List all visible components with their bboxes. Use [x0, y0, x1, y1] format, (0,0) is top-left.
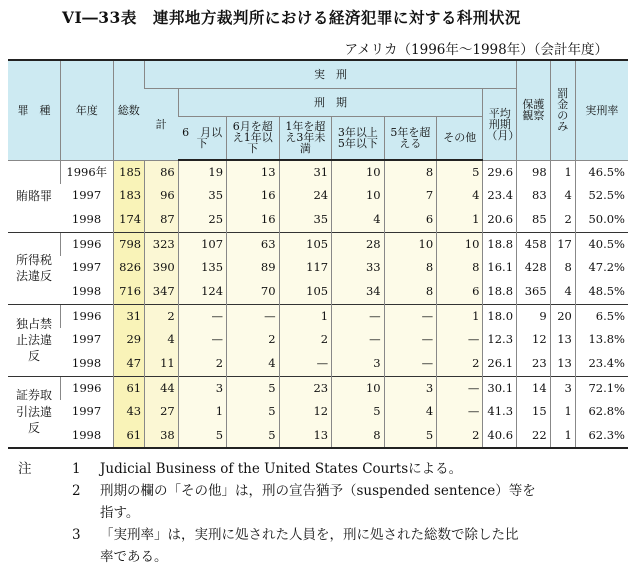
table-row: [8, 232, 628, 256]
k4-cell: 33: [332, 256, 385, 280]
k3-cell: 24: [279, 184, 332, 208]
hogo-cell: 365: [517, 280, 551, 304]
k1-cell: 25: [178, 208, 226, 232]
kei-cell: 323: [145, 232, 179, 256]
table-row: [8, 256, 628, 280]
hogo-cell: 458: [517, 232, 551, 256]
k2-cell: —: [227, 304, 280, 328]
k3-cell: 117: [279, 256, 332, 280]
hogo-cell: 15: [517, 400, 551, 424]
k1-cell: 135: [178, 256, 226, 280]
rate-cell: 52.5%: [575, 184, 628, 208]
total-cell: 43: [113, 400, 145, 424]
year-cell: 1996: [61, 232, 114, 256]
avg-cell: 18.0: [483, 304, 517, 328]
k5-cell: 8: [384, 256, 437, 280]
rate-cell: 72.1%: [575, 376, 628, 400]
k1-cell: 124: [178, 280, 226, 304]
total-cell: 826: [113, 256, 145, 280]
year-cell: 1998: [71, 284, 102, 298]
k6-cell: —: [437, 400, 483, 424]
header-jikkei: 実 刑: [145, 60, 517, 88]
table-row: [8, 400, 628, 424]
k4-cell: 10: [332, 376, 385, 400]
crime-cell: 独占禁止法違反: [8, 304, 61, 376]
bakkin-cell: 20: [550, 304, 575, 328]
table-row: [8, 376, 628, 400]
k6-cell: 4: [437, 184, 483, 208]
rate-cell: 62.8%: [575, 400, 628, 424]
hogo-cell: 428: [517, 256, 551, 280]
k6-cell: 10: [437, 232, 483, 256]
k3-cell: 31: [279, 160, 332, 184]
avg-cell: 23.4: [483, 184, 517, 208]
k1-cell: 5: [178, 424, 226, 448]
year-cell: 1996年: [61, 160, 114, 184]
k4-cell: 3: [332, 352, 385, 376]
k4-cell: —: [332, 328, 385, 352]
k5-cell: 8: [384, 280, 437, 304]
k5-cell: 10: [384, 232, 437, 256]
header-year: 年度: [61, 60, 114, 160]
sentencing-table: [8, 59, 628, 449]
k6-cell: 8: [437, 256, 483, 280]
k6-cell: 1: [437, 304, 483, 328]
k5-cell: —: [384, 328, 437, 352]
avg-cell: 18.8: [483, 280, 517, 304]
avg-cell: 41.3: [483, 400, 517, 424]
k2-cell: 89: [227, 256, 280, 280]
note-text: 指す。: [100, 505, 140, 521]
note-text: 「実刑率」は，実刑に処された人員を，刑に処された総数で除した比: [100, 527, 519, 543]
note-number: 1: [72, 461, 81, 477]
avg-cell: 26.1: [483, 352, 517, 376]
note-number: 2: [72, 483, 81, 499]
table-row: [8, 208, 628, 232]
k1-cell: 107: [178, 232, 226, 256]
k4-cell: 28: [332, 232, 385, 256]
avg-cell: 18.8: [483, 232, 517, 256]
k2-cell: 63: [227, 232, 280, 256]
total-cell: 61: [113, 424, 145, 448]
k3-cell: 13: [279, 424, 332, 448]
k5-cell: 3: [384, 376, 437, 400]
k3-cell: —: [279, 352, 332, 376]
bakkin-cell: 1: [550, 424, 575, 448]
k2-cell: 13: [227, 160, 280, 184]
header-kei: 計: [145, 88, 179, 160]
k1-cell: 19: [178, 160, 226, 184]
kei-cell: 86: [145, 160, 179, 184]
total-cell: 174: [113, 208, 145, 232]
k3-cell: 23: [279, 376, 332, 400]
k3-cell: 105: [279, 232, 332, 256]
table-row: [8, 184, 628, 208]
table-title: VI―33表 連邦地方裁判所における経済犯罪に対する科刑状況: [62, 8, 521, 27]
rate-cell: 50.0%: [575, 208, 628, 232]
notes: [18, 458, 628, 568]
table-body: [8, 160, 628, 448]
k6-cell: 5: [437, 160, 483, 184]
year-cell: 1997: [71, 260, 102, 275]
k2-cell: 2: [227, 328, 280, 352]
k4-cell: 34: [332, 280, 385, 304]
crime-cell: 証券取引法違反: [8, 376, 61, 448]
crime-cell: 賄賂罪: [8, 160, 61, 232]
header-k3: 1年を超え3年未満: [279, 116, 332, 160]
bakkin-cell: 1: [550, 400, 575, 424]
k3-cell: 1: [279, 304, 332, 328]
header-k5: 5年を超える: [384, 116, 437, 160]
avg-cell: 30.1: [483, 376, 517, 400]
notes-label: 注: [18, 461, 32, 477]
hogo-cell: 85: [517, 208, 551, 232]
table-row: [8, 424, 628, 448]
year-cell: 1998: [71, 427, 102, 442]
k1-cell: —: [178, 328, 226, 352]
k5-cell: —: [384, 304, 437, 328]
avg-cell: 12.3: [483, 328, 517, 352]
k3-cell: 35: [279, 208, 332, 232]
header-k4: 3年以上5年以下: [332, 116, 385, 160]
avg-cell: 29.6: [483, 160, 517, 184]
k4-cell: 10: [332, 184, 385, 208]
header-k1: 6 月以 下: [178, 116, 226, 160]
table-row: [8, 352, 628, 376]
note-text: Judicial Business of the United States Courtsによる。: [100, 461, 463, 477]
k4-cell: 10: [332, 160, 385, 184]
k1-cell: 1: [178, 400, 226, 424]
note-text: 刑期の欄の「その他」は，刑の宣告猶予（suspended sentence）等を: [100, 483, 536, 499]
avg-cell: 16.1: [483, 256, 517, 280]
bakkin-cell: 13: [550, 352, 575, 376]
rate-cell: 13.8%: [575, 328, 628, 352]
bakkin-cell: 4: [550, 184, 575, 208]
k6-cell: —: [437, 376, 483, 400]
hogo-cell: 98: [517, 160, 551, 184]
crime-cell: 所得税法違反: [8, 232, 61, 304]
k3-cell: 105: [279, 280, 332, 304]
hogo-cell: 14: [517, 376, 551, 400]
hogo-cell: 23: [517, 352, 551, 376]
total-cell: 29: [113, 328, 145, 352]
year-cell: 1998: [71, 356, 102, 370]
k4-cell: 5: [332, 400, 385, 424]
k1-cell: —: [178, 304, 226, 328]
bakkin-cell: 1: [550, 160, 575, 184]
bakkin-cell: 3: [550, 376, 575, 400]
k6-cell: 1: [437, 208, 483, 232]
total-cell: 31: [113, 304, 145, 328]
total-cell: 185: [113, 160, 145, 184]
k6-cell: 6: [437, 280, 483, 304]
rate-cell: 48.5%: [575, 280, 628, 304]
year-cell: 1997: [71, 332, 102, 347]
k6-cell: —: [437, 328, 483, 352]
total-cell: 183: [113, 184, 145, 208]
hogo-cell: 83: [517, 184, 551, 208]
header-bakkin: 罰金のみ: [550, 60, 575, 160]
k3-cell: 2: [279, 328, 332, 352]
k2-cell: 70: [227, 280, 280, 304]
rate-cell: 47.2%: [575, 256, 628, 280]
k6-cell: 2: [437, 424, 483, 448]
table-row: [8, 160, 628, 184]
bakkin-cell: 17: [550, 232, 575, 256]
header-avg: 平均刑期（月）: [483, 88, 517, 160]
kei-cell: 347: [145, 280, 179, 304]
kei-cell: 11: [145, 352, 179, 376]
table-subtitle: アメリカ（1996年～1998年）（会計年度）: [344, 42, 608, 58]
bakkin-cell: 8: [550, 256, 575, 280]
k5-cell: —: [384, 352, 437, 376]
k1-cell: 2: [178, 352, 226, 376]
hogo-cell: 9: [517, 304, 551, 328]
avg-cell: 20.6: [483, 208, 517, 232]
kei-cell: 27: [145, 400, 179, 424]
header-total: 総数: [113, 60, 145, 160]
kei-cell: 390: [145, 256, 179, 280]
k2-cell: 16: [227, 208, 280, 232]
kei-cell: 44: [145, 376, 179, 400]
kei-cell: 96: [145, 184, 179, 208]
kei-cell: 4: [145, 328, 179, 352]
k5-cell: 7: [384, 184, 437, 208]
k2-cell: 5: [227, 400, 280, 424]
k2-cell: 5: [227, 424, 280, 448]
header-k6: その他: [437, 116, 483, 160]
note-number: 3: [72, 527, 81, 543]
k3-cell: 12: [279, 400, 332, 424]
kei-cell: 2: [145, 304, 179, 328]
rate-cell: 62.3%: [575, 424, 628, 448]
k4-cell: 8: [332, 424, 385, 448]
rate-cell: 23.4%: [575, 352, 628, 376]
bakkin-cell: 4: [550, 280, 575, 304]
k4-cell: —: [332, 304, 385, 328]
year-cell: 1997: [71, 404, 102, 419]
total-cell: 716: [113, 280, 145, 304]
table-row: [8, 328, 628, 352]
total-cell: 47: [113, 352, 145, 376]
k2-cell: 5: [227, 376, 280, 400]
k5-cell: 8: [384, 160, 437, 184]
hogo-cell: 22: [517, 424, 551, 448]
header-k2: 6月を超え1年以下: [227, 116, 280, 160]
k4-cell: 4: [332, 208, 385, 232]
avg-cell: 40.6: [483, 424, 517, 448]
header-crime: 罪 種: [8, 60, 61, 160]
header-rate: 実刑率: [575, 60, 628, 160]
k2-cell: 16: [227, 184, 280, 208]
rate-cell: 6.5%: [575, 304, 628, 328]
total-cell: 798: [113, 232, 145, 256]
header-keiki: 刑 期: [178, 88, 483, 116]
header-hogo: 保護観察: [517, 60, 551, 160]
bakkin-cell: 13: [550, 328, 575, 352]
total-cell: 61: [113, 376, 145, 400]
kei-cell: 87: [145, 208, 179, 232]
note-text: 率である。: [100, 549, 168, 565]
year-cell: 1996: [61, 376, 114, 400]
hogo-cell: 12: [517, 328, 551, 352]
k1-cell: 35: [178, 184, 226, 208]
year-cell: 1998: [71, 212, 102, 226]
kei-cell: 38: [145, 424, 179, 448]
table-row: [8, 304, 628, 328]
rate-cell: 46.5%: [575, 160, 628, 184]
k2-cell: 4: [227, 352, 280, 376]
k5-cell: 5: [384, 424, 437, 448]
bakkin-cell: 2: [550, 208, 575, 232]
rate-cell: 40.5%: [575, 232, 628, 256]
year-cell: 1996: [61, 304, 114, 328]
table-row: [8, 280, 628, 304]
k5-cell: 4: [384, 400, 437, 424]
k1-cell: 3: [178, 376, 226, 400]
k6-cell: 2: [437, 352, 483, 376]
year-cell: 1997: [71, 188, 102, 203]
k5-cell: 6: [384, 208, 437, 232]
